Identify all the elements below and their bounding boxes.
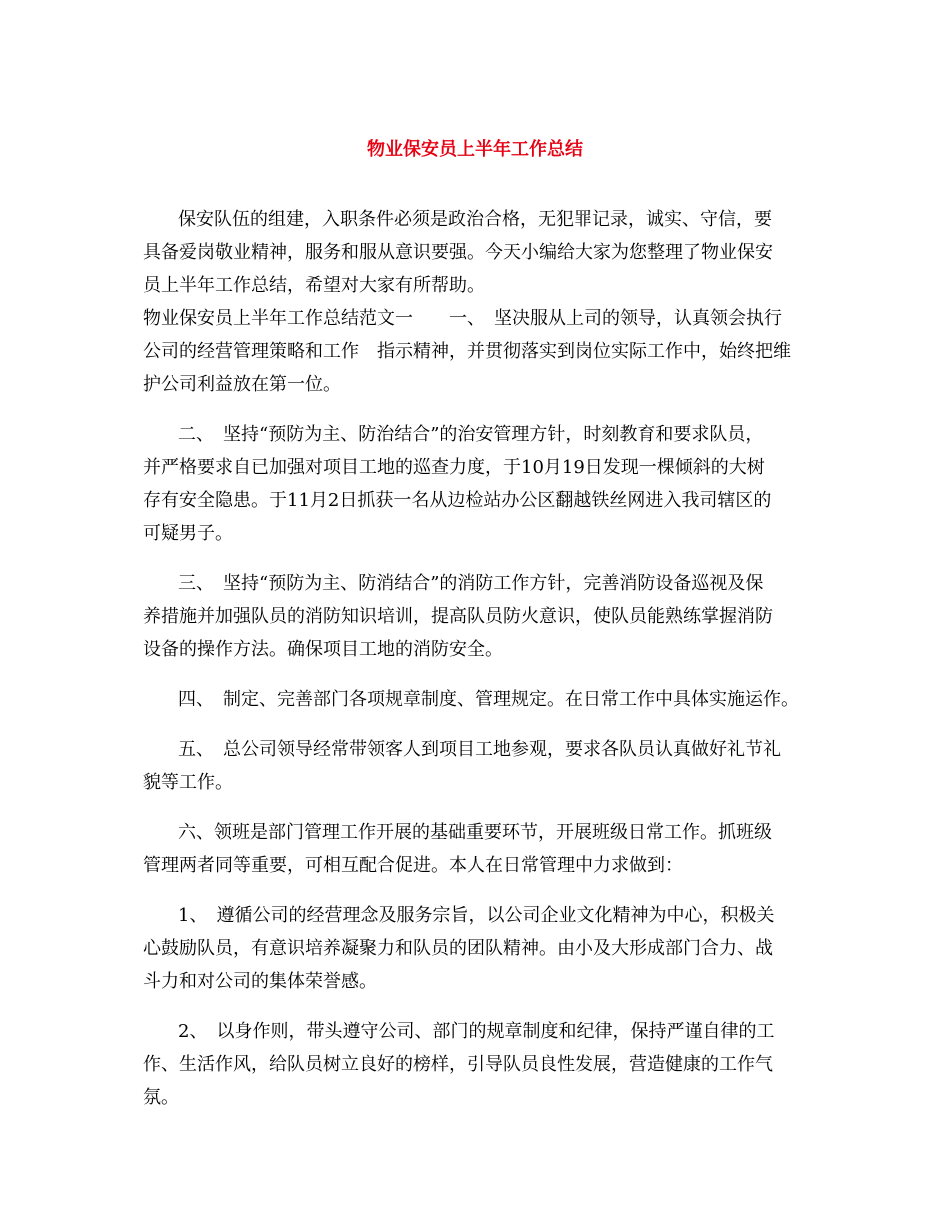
paragraph-line: 物业保安员上半年工作总结范文一 一、 坚决服从上司的领导，认真领会执行 (143, 308, 782, 329)
paragraph-line: 并严格要求自已加强对项目工地的巡查力度，于10月19日发现一棵倾斜的大树 (143, 457, 765, 478)
paragraph-line: 护公司利益放在第一位。 (143, 374, 341, 395)
paragraph-line: 存有安全隐患。于11月2日抓获一名从边检站办公区翻越铁丝网进入我司辖区的 (143, 490, 772, 511)
paragraph-line: 管理两者同等重要，可相互配合促进。本人在日常管理中力求做到： (143, 855, 683, 876)
paragraph-line: 1、 遵循公司的经营理念及服务宗旨，以公司企业文化精神为中心，积极关 (178, 905, 775, 926)
paragraph-line: 三、 坚持“预防为主、防消结合”的消防工作方针，完善消防设备巡视及保 (178, 573, 764, 594)
paragraph-line: 六、领班是部门管理工作开展的基础重要环节，开展班级日常工作。抓班级 (178, 822, 772, 843)
paragraph-line: 二、 坚持“预防为主、防治结合”的治安管理方针，时刻教育和要求队员， (178, 424, 764, 445)
paragraph-line: 氛。 (143, 1087, 179, 1108)
paragraph-line: 员上半年工作总结，希望对大家有所帮助。 (143, 275, 485, 296)
paragraph-line: 心鼓励队员，有意识培养凝聚力和队员的团队精神。由小及大形成部门合力、战 (143, 938, 773, 959)
paragraph-line: 可疑男子。 (143, 523, 233, 544)
paragraph-line: 貌等工作。 (143, 772, 233, 793)
paragraph-line: 设备的操作方法。确保项目工地的消防安全。 (143, 639, 503, 660)
paragraph-line: 五、 总公司领导经常带领客人到项目工地参观，要求各队员认真做好礼节礼 (178, 739, 781, 760)
paragraph-line: 作、生活作风，给队员树立良好的榜样，引导队员良性发展，营造健康的工作气 (143, 1054, 773, 1075)
paragraph-line: 保安队伍的组建，入职条件必须是政治合格，无犯罪记录，诚实、守信，要 (178, 209, 772, 230)
paragraph-line: 四、 制定、完善部门各项规章制度、管理规定。在日常工作中具体实施运作。 (178, 689, 799, 710)
paragraph-line: 具备爱岗敬业精神，服务和服从意识要强。今天小编给大家为您整理了物业保安 (143, 242, 773, 263)
paragraph-line: 公司的经营管理策略和工作 指示精神，并贯彻落实到岗位实际工作中，始终把维 (143, 341, 791, 362)
paragraph-line: 2、 以身作则，带头遵守公司、部门的规章制度和纪律，保持严谨自律的工 (178, 1021, 775, 1042)
document-title: 物业保安员上半年工作总结 (367, 139, 583, 160)
paragraph-line: 养措施并加强队员的消防知识培训，提高队员防火意识，使队员能熟练掌握消防 (143, 606, 773, 627)
paragraph-line: 斗力和对公司的集体荣誉感。 (143, 971, 377, 992)
